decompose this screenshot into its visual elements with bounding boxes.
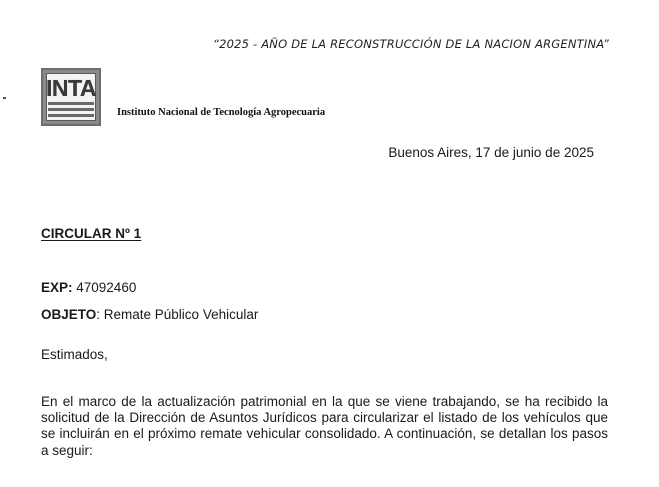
exp-label: EXP: <box>41 280 73 295</box>
greeting: Estimados, <box>41 347 108 362</box>
objeto-value: : Remate Público Vehicular <box>96 307 259 322</box>
year-motto: “2025 - AÑO DE LA RECONSTRUCCIÓN DE LA NACION ARGENTINA” <box>212 37 609 51</box>
inta-logo-inner <box>46 73 96 121</box>
inta-logo-text: INTA <box>46 75 96 101</box>
margin-mark <box>3 97 6 99</box>
circular-title: CIRCULAR Nº 1 <box>41 226 142 241</box>
inta-logo-stripes <box>48 102 94 120</box>
institute-name: Instituto Nacional de Tecnología Agropecuaria <box>117 107 326 118</box>
objeto-field <box>41 307 258 322</box>
inta-logo <box>41 68 101 126</box>
exp-field <box>41 280 136 295</box>
date-line: Buenos Aires, 17 de junio de 2025 <box>388 145 594 160</box>
objeto-label: OBJETO <box>41 307 97 322</box>
exp-value: 47092460 <box>72 280 137 295</box>
body-paragraph: En el marco de la actualización patrimonial en la que se viene trabajando, se ha recibido la solicitud de la Dirección de Asuntos Jurídicos para circularizar el listado de los vehículos que se incluirán en el próximo remate vehicular consolidado. A continuación, se detallan los pasos a seguir: <box>41 394 608 458</box>
